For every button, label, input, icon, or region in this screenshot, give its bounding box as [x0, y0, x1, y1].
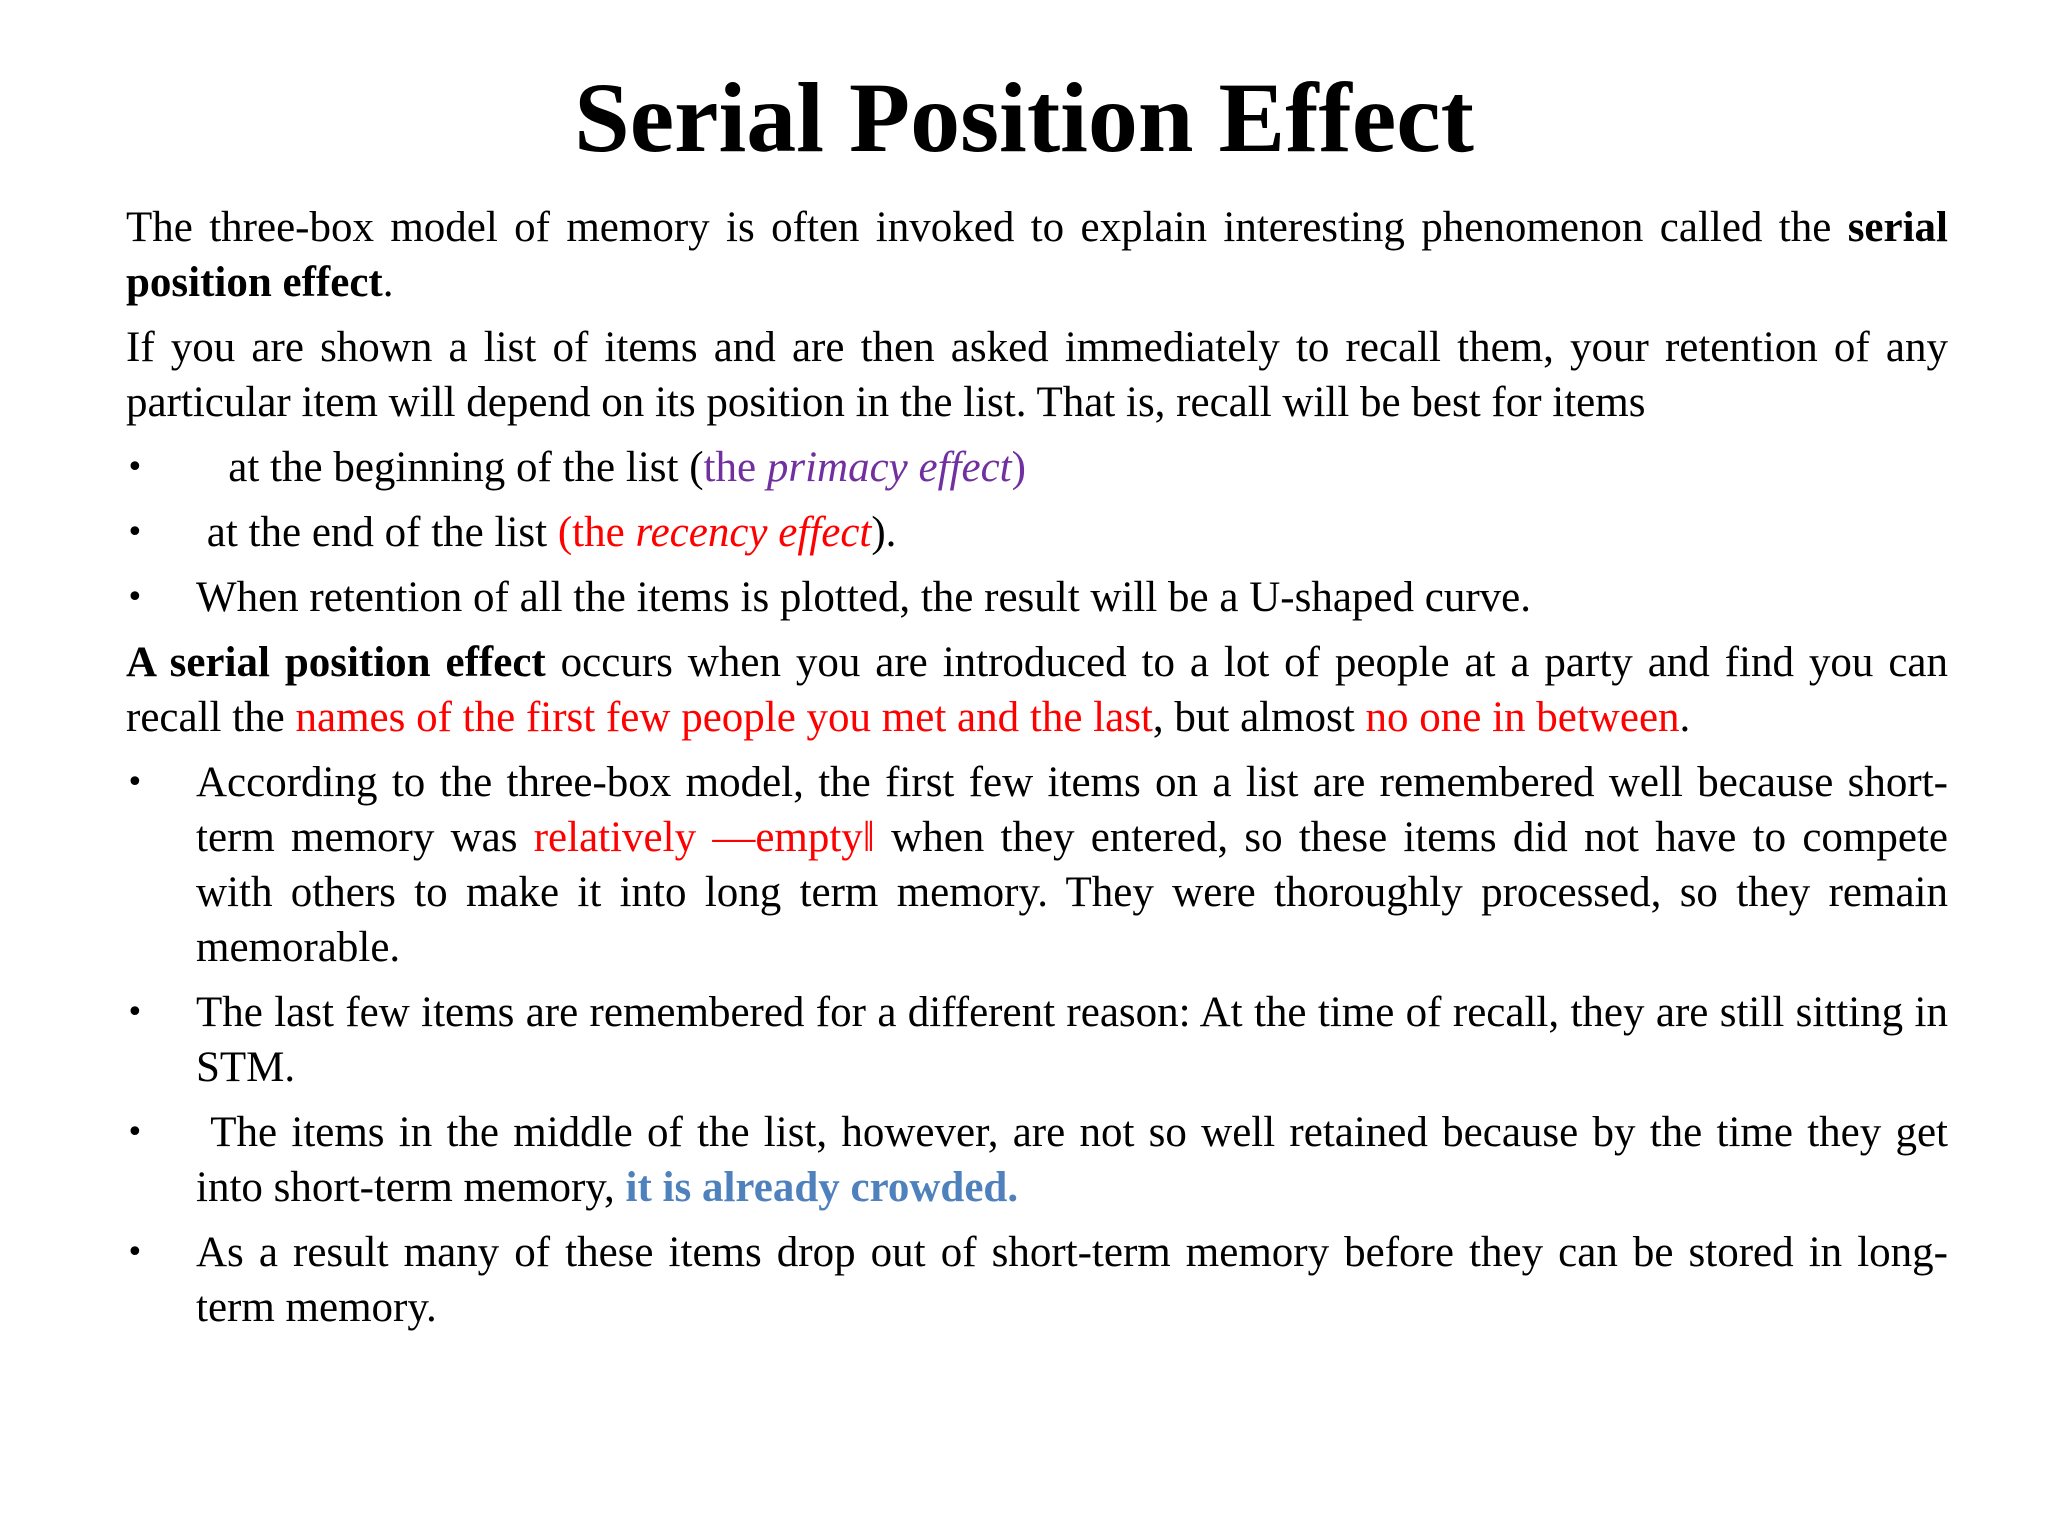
bullet-three-box — [126, 755, 1948, 975]
intro-bold-term: serial position effect — [126, 204, 1948, 306]
recall-paragraph — [126, 320, 1948, 430]
recency-close: ). — [871, 509, 897, 556]
recency-effect-term: recency effect — [635, 509, 872, 556]
bullet-recency-text: at the end of the list (the recency effect). — [206, 509, 897, 556]
recency-open: (the — [557, 509, 636, 556]
slide-body — [126, 200, 1948, 1345]
bullet-u-curve-text: When retention of all the items is plotted, the result will be a U-shaped curve. — [196, 574, 1531, 621]
party-red-between: no one in between — [1365, 694, 1680, 741]
party-mid: , but almost — [1152, 694, 1366, 741]
bullet-dot: • — [126, 450, 144, 485]
bullet-u-curve — [126, 570, 1948, 625]
bullet-drop-out-text: As a result many of these items drop out of short-term memory before they can be stored in long-term memory. — [196, 1229, 1948, 1331]
primacy-effect-term: primacy effect — [766, 444, 1012, 491]
bullet-dot: • — [126, 1115, 144, 1150]
crowded-highlight: it is already crowded. — [625, 1164, 1019, 1211]
bullet-drop-out — [126, 1225, 1948, 1335]
bullet-primacy — [126, 440, 1948, 495]
bullet-middle-items — [126, 1105, 1948, 1215]
bullet-recency — [126, 505, 1948, 560]
empty-highlight: relatively —empty‖ — [533, 814, 875, 861]
intro-paragraph — [126, 200, 1948, 310]
party-bold-term: A serial position effect — [126, 639, 546, 686]
party-text: occurs when you are introduced to a lot of people at a party and find you can recall the — [126, 639, 1948, 741]
intro-text: The three-box model of memory is often invoked to explain interesting phenomenon called the — [126, 204, 1848, 251]
party-end: . — [1679, 694, 1691, 741]
bullet-last-items — [126, 985, 1948, 1095]
bullet-dot: • — [126, 1235, 144, 1270]
bullet-dot: • — [126, 580, 144, 615]
bullet-dot: • — [126, 995, 144, 1030]
bullet-primacy-text: at the beginning of the list (the primacy effect) — [228, 444, 1026, 491]
bullet-last-items-text: The last few items are remembered for a different reason: At the time of recall, they are still sitting in STM. — [196, 989, 1948, 1091]
primacy-close: ) — [1011, 444, 1026, 491]
intro-end: . — [382, 259, 394, 306]
recall-text: If you are shown a list of items and are then asked immediately to recall them, your retention of any particular item will depend on its position in the list. That is, recall will be best for items — [126, 324, 1948, 426]
bullet-three-box-text: According to the three-box model, the first few items on a list are remembered well because short-term memory was relatively —empty‖ when they entered, so these items did not have to compete with others to make it into long term memory. They were thoroughly processed, so they remain memorable. — [196, 759, 1948, 971]
party-red-names: names of the first few people you met and the last — [295, 694, 1153, 741]
party-paragraph — [126, 635, 1948, 745]
slide-title: Serial Position Effect — [574, 62, 1474, 173]
bullet-dot: • — [126, 515, 144, 550]
bullet-middle-items-text: The items in the middle of the list, however, are not so well retained because by the time they get into short-term memory, it is already crowded. — [196, 1109, 1949, 1211]
bullet-dot: • — [126, 765, 144, 800]
primacy-the: the — [703, 444, 767, 491]
